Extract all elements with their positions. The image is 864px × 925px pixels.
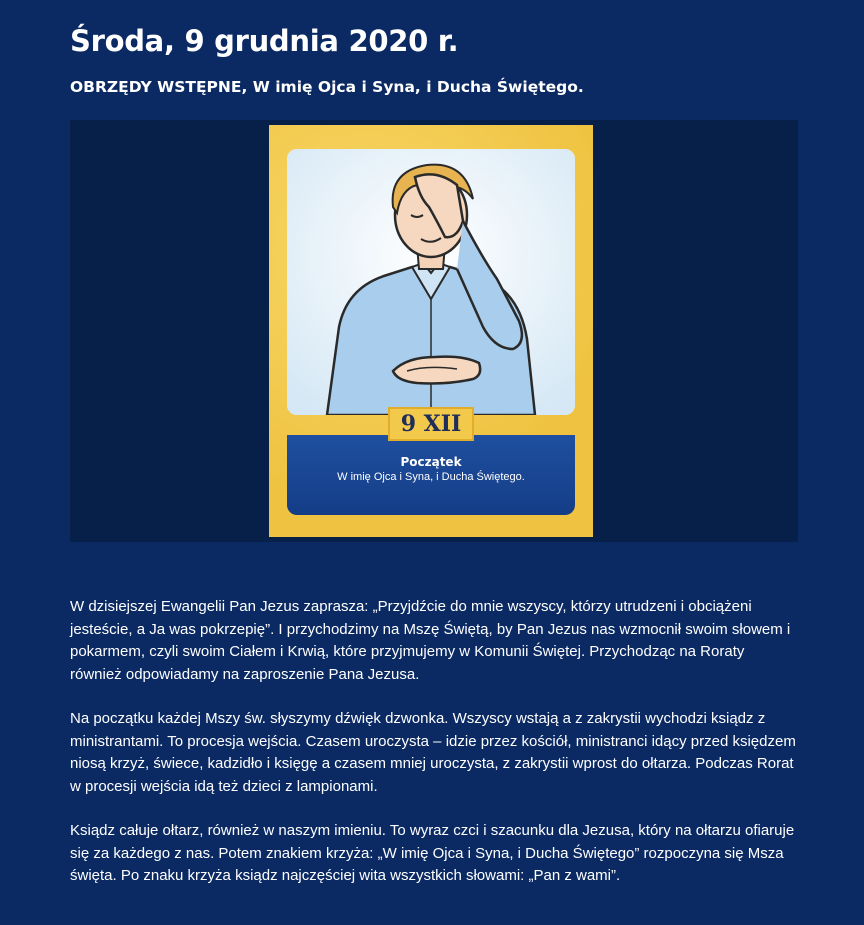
- boy-crossing-himself-icon: [287, 149, 575, 415]
- article-body: [70, 596, 800, 910]
- card-caption-title: Początek: [400, 455, 462, 469]
- sign-of-cross-illustration: [287, 149, 575, 415]
- advent-card-image: [269, 125, 593, 537]
- page-title: Środa, 9 grudnia 2020 r.: [70, 24, 459, 58]
- illustration-frame: [70, 120, 798, 542]
- card-caption: [287, 435, 575, 515]
- page-subtitle: OBRZĘDY WSTĘPNE, W imię Ojca i Syna, i Ducha Świętego.: [70, 78, 584, 96]
- article-paragraph: Na początku każdej Mszy św. słyszymy dźwięk dzwonka. Wszyscy wstają a z zakrystii wychodzi ksiądz z ministrantami. To procesja wejścia. Czasem uroczysta – idzie przez kościół, ministranci idący przed księdzem niosą krzyż, świece, kadzidło i księgę a czasem mniej uroczysta, z zakrystii wprost do ołtarza. Podczas Rorat w procesji wejścia idą też dzieci z lampionami.: [70, 710, 796, 795]
- article-paragraph: W dzisiejszej Ewangelii Pan Jezus zaprasza: „Przyjdźcie do mnie wszyscy, którzy utrudzeni i obciążeni jesteście, a Ja was pokrzepię”. I przychodzimy na Mszę Świętą, by Pan Jezus nas wzmocnił swoim słowem i pokarmem, czyli swoim Ciałem i Krwią, które przyjmujemy w Komunii Świętej. Przychodząc na Roraty również odpowiadamy na zaproszenie Pana Jezusa.: [70, 598, 791, 683]
- card-caption-subtitle: W imię Ojca i Syna, i Ducha Świętego.: [337, 471, 525, 483]
- card-date-badge: 9 XII: [388, 407, 474, 441]
- article-paragraph: Ksiądz całuje ołtarz, również w naszym imieniu. To wyraz czci i szacunku dla Jezusa, który na ołtarzu ofiaruje się za każdego z nas. Potem znakiem krzyża: „W imię Ojca i Syna, i Ducha Świętego” rozpoczyna się Msza święta. Po znaku krzyża ksiądz najczęściej wita wszystkich słowami: „Pan z wami”.: [70, 822, 795, 884]
